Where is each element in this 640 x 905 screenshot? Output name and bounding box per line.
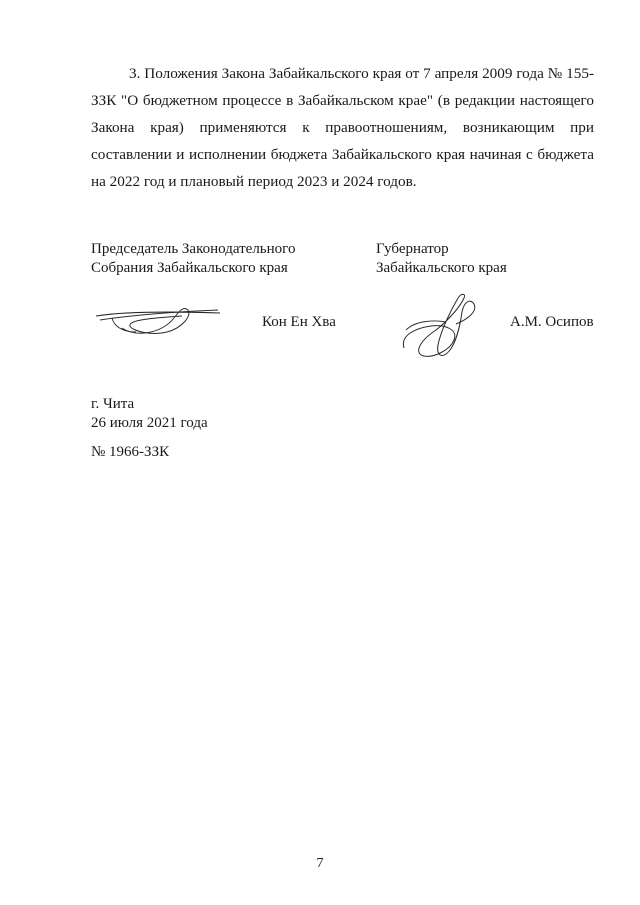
left-signatory-name: Кон Ен Хва <box>262 314 336 330</box>
right-signatory-name: А.М. Осипов <box>510 314 594 330</box>
left-signatory-title <box>91 240 295 278</box>
place-and-date <box>91 395 208 433</box>
law-paragraph: 3. Положения Закона Забайкальского края от 7 апреля 2009 года № 155-ЗЗК "О бюджетном процессе в Забайкальском крае" (в редакции настоящего Закона края) применяются к правоотношениям, возникающим при составлении и исполнении бюджета Забайкальского края начиная с бюджета на 2022 год и плановый период 2023 и 2024 годов. <box>91 65 594 190</box>
right-handwritten-signature <box>396 290 486 365</box>
right-title-line2: Забайкальского края <box>376 260 507 276</box>
left-title-line2: Собрания Забайкальского края <box>91 260 288 276</box>
law-number: № 1966-ЗЗК <box>91 444 170 460</box>
right-title-line1: Губернатор <box>376 241 449 257</box>
date: 26 июля 2021 года <box>91 415 208 431</box>
left-handwritten-signature <box>92 298 222 343</box>
page-number: 7 <box>316 856 324 871</box>
right-signatory-title <box>376 240 507 278</box>
left-title-line1: Председатель Законодательного <box>91 241 296 257</box>
city: г. Чита <box>91 396 135 412</box>
